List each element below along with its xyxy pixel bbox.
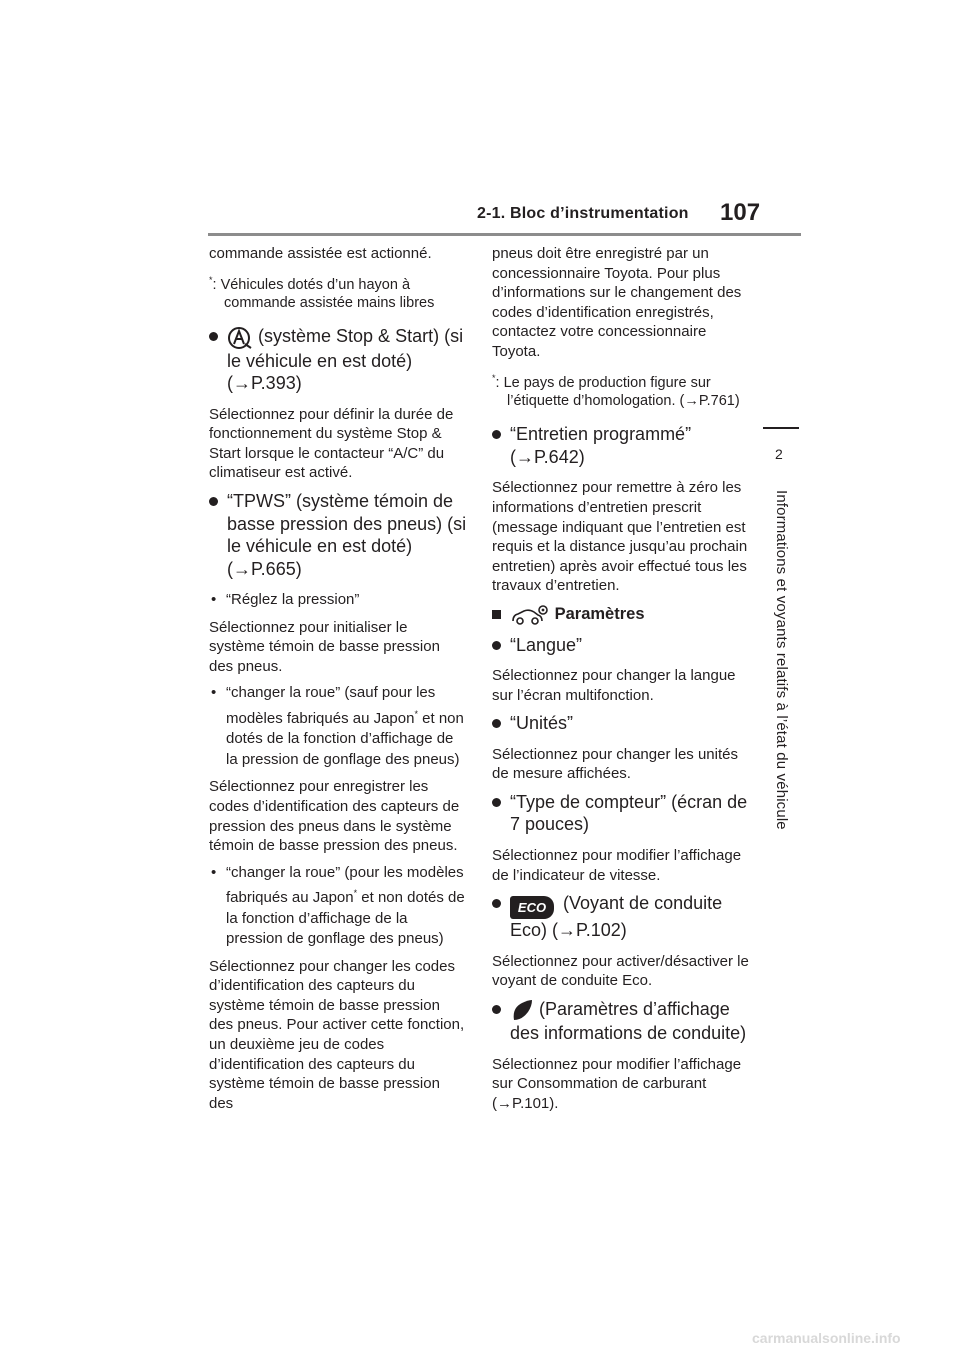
paragraph: Sélectionnez pour changer la langue sur l’écran multifonction. bbox=[492, 667, 736, 704]
tpws-heading: “TPWS” (système témoin de basse pression des pneus) (si le véhicule en est doté) (→P.665) bbox=[209, 490, 467, 580]
maintenance-heading: “Entretien programmé” (→P.642) bbox=[492, 423, 750, 468]
section-title: 2-1. Bloc d’instrumentation bbox=[477, 205, 689, 222]
bullet-dot bbox=[492, 1005, 501, 1014]
list-item: • “Réglez la pression” bbox=[211, 591, 360, 609]
section-square bbox=[492, 610, 501, 619]
page-number: 107 bbox=[720, 199, 761, 226]
footnote: *: Véhicules dotés d’un hayon à commande assistée mains libres bbox=[209, 274, 435, 312]
leaf-icon bbox=[510, 998, 534, 1022]
paragraph: Sélectionnez pour définir la durée de fonctionnement du système Stop & Start lorsque le contacteur “A/C” du climatiseur est activé. bbox=[209, 405, 454, 482]
paragraph: commande assistée est actionné. bbox=[209, 245, 432, 262]
paragraph: pneus doit être enregistré par un concessionnaire Toyota. Pour plus d’informations sur le changement des codes d’identification enregistrés, contactez votre concessionnaire Toyota. bbox=[492, 245, 742, 360]
paragraph: Sélectionnez pour changer les unités de mesure affichées. bbox=[492, 745, 738, 783]
paragraph: Sélectionnez pour activer/désactiver le voyant de conduite Eco. bbox=[492, 952, 749, 990]
drive-info-heading: (Paramètres d’affichage des informations de conduite) bbox=[492, 998, 750, 1045]
bullet-dot bbox=[492, 719, 501, 728]
paragraph: Sélectionnez pour enregistrer les codes d’identification des capteurs de pression des pneus dans le système témoin de basse pression des pneus. bbox=[209, 778, 460, 855]
stop-start-icon bbox=[227, 326, 253, 350]
eco-heading: ECO (Voyant de conduite Eco) (→P.102) bbox=[492, 892, 750, 942]
paragraph: Sélectionnez pour modifier l’affichage sur Consommation de carburant (→P.101). bbox=[492, 1055, 742, 1112]
paragraph: Sélectionnez pour initialiser le système témoin de basse pression des pneus. bbox=[209, 618, 440, 675]
bullet-dot bbox=[492, 798, 501, 807]
language-heading: “Langue” bbox=[492, 634, 750, 657]
side-tab-number: 2 bbox=[775, 446, 783, 462]
bullet-dot bbox=[209, 497, 218, 506]
bullet-dot bbox=[209, 332, 218, 341]
list-item: • “changer la roue” (sauf pour les modèles fabriqués au Japon* et non dotés de la fonction d’affichage de la pression de gonflage des pneus) bbox=[211, 684, 464, 768]
eco-indicator-icon: ECO bbox=[510, 896, 554, 919]
right-column bbox=[492, 244, 750, 1120]
side-tab bbox=[768, 490, 798, 865]
stop-start-heading: (système Stop & Start) (si le véhicule en est doté) (→P.393) bbox=[209, 325, 467, 394]
bullet-dot bbox=[492, 641, 501, 650]
units-heading: “Unités” bbox=[492, 712, 750, 735]
left-column bbox=[209, 244, 467, 1120]
bullet-dot bbox=[492, 899, 501, 908]
paragraph: Sélectionnez pour remettre à zéro les informations d’entretien prescrit (message indiquant que l’entretien est requis et la distance jusqu’au prochain entretien) après avoir effectué tous les travaux d’entretien. bbox=[492, 479, 748, 595]
paragraph: Sélectionnez pour changer les codes d’identification des capteurs du système témoin de basse pression des pneus. Pour activer cette fonction, un deuxième jeu de codes d’identification des capteurs du système témoin de basse pression des bbox=[209, 957, 465, 1112]
bullet-dot bbox=[492, 430, 501, 439]
side-tab-marker bbox=[763, 427, 799, 429]
header-divider bbox=[208, 233, 801, 236]
side-tab-label: Informations et voyants relatifs à l’état du véhicule bbox=[773, 490, 790, 830]
watermark: carmanualsonline.info bbox=[752, 1330, 901, 1346]
list-item: • “changer la roue” (pour les modèles fabriqués au Japon* et non dotés de la fonction d’affichage de la pression de gonflage des pneus) bbox=[211, 863, 465, 948]
meter-type-heading: “Type de compteur” (écran de 7 pouces) bbox=[492, 791, 750, 836]
footnote: *: Le pays de production figure sur l’étiquette d’homologation. (→P.761) bbox=[492, 372, 740, 410]
car-settings-icon bbox=[510, 604, 550, 626]
paragraph: Sélectionnez pour modifier l’affichage de l’indicateur de vitesse. bbox=[492, 846, 742, 884]
settings-section-heading: Paramètres bbox=[492, 603, 750, 626]
